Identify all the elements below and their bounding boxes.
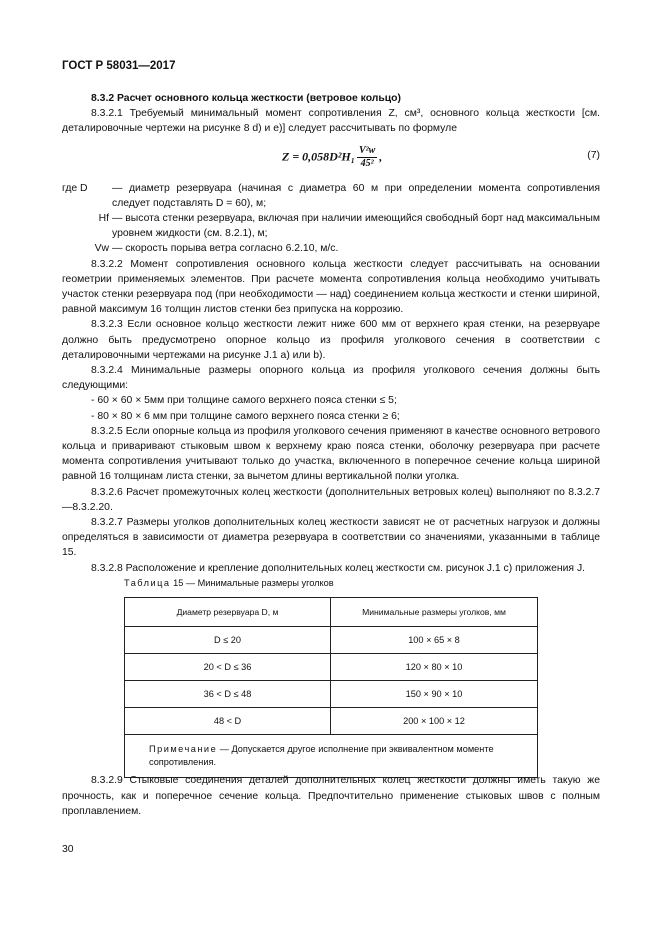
table-note-label: Примечание [149,744,218,754]
closing-text [62,773,600,820]
angles-table [124,597,538,778]
table-caption [124,578,334,588]
paragraph-8-3-2-6: 8.3.2.6 Расчет промежуточных колец жесткости (дополнительных ветровых колец) выполняют по 8.3.2.7—8.3.2.20. [62,486,600,513]
formula [282,145,382,170]
formula-tail: , [379,148,383,163]
table-header-cell: Минимальные размеры уголков, мм [331,598,538,627]
table-row [125,708,538,735]
paragraph-8-3-2-9: 8.3.2.9 Стыковые соединения деталей дополнительных колец жесткости должны иметь такую же прочность, как и поперечное сечение кольца. Предпочтительно применение стыковых швов с полным проплавлением. [62,775,600,818]
equation-number: (7) [587,149,600,161]
formula-row [62,137,600,181]
formula-fraction [357,145,377,170]
list-item: - 80 × 80 × 6 мм при толщине самого верхнего пояса стенки ≥ 6; [91,410,400,422]
where-symbol: Vw [94,243,109,255]
table-header-cell: Диаметр резервуара D, м [125,598,331,627]
table-cell: D ≤ 20 [125,627,331,654]
table-cell: 150 × 90 × 10 [331,681,538,708]
where-definition: — скорость порыва ветра согласно 6.2.10, м/с. [112,243,339,255]
table-note-row [125,735,538,778]
document-header: ГОСТ Р 58031—2017 [62,60,176,72]
formula-numerator: V²w [358,144,376,156]
table-cell: 200 × 100 × 12 [331,708,538,735]
paragraph-8-3-2-2: 8.3.2.2 Момент сопротивления основного кольца жесткости следует рассчитывать на основании геометрии применяемых элементов. При расчете момента сопротивления кольца необходимо учитывать участок стенки резервуара под (при необходимости — над) соединением кольца жесткости и стенки шириной, равной максимум 16 толщин листов стенки без припуска на коррозию. [62,258,600,316]
where-definition: — высота стенки резервуара, включая при наличии имеющийся свободный борт над максимальным уровнем жидкости (см. 8.2.1), м; [112,213,600,240]
where-list [62,181,600,257]
table-note-text: — Допускается другое исполнение при эквивалентном моменте сопротивления. [149,744,494,767]
where-definition: — диаметр резервуара (начиная с диаметра 60 м при определении момента сопротивления следует подставлять D = 60), м; [112,182,600,209]
paragraph-8-3-2-1: 8.3.2.1 Требуемый минимальный момент сопротивления Z, см³, основного кольца жесткости [см. деталировочные чертежи на рисунке 8 d) и e)] следует рассчитывать по формуле [62,108,600,135]
table-caption-text: 15 — Минимальные размеры уголков [173,578,334,588]
table-cell: 20 < D ≤ 36 [125,654,331,681]
main-text [62,91,600,576]
table-row [125,627,538,654]
paragraph-8-3-2-4: 8.3.2.4 Минимальные размеры опорного кольца из профиля уголкового сечения должны быть следующими: [62,365,600,392]
formula-lhs: Z = 0,058D²H₁ [282,148,355,163]
where-item [62,181,600,211]
where-symbol: где D [62,182,88,194]
page-number: 30 [62,844,74,855]
table-caption-label: Таблица [124,578,171,588]
table-note [125,735,538,778]
list-item: - 60 × 60 × 5мм при толщине самого верхнего пояса стенки ≤ 5; [91,395,397,407]
section-title: 8.3.2 Расчет основного кольца жесткости (ветровое кольцо) [91,93,401,104]
paragraph-8-3-2-8: 8.3.2.8 Расположение и крепление дополнительных колец жесткости см. рисунок J.1 c) приложения J. [91,562,586,574]
paragraph-8-3-2-5: 8.3.2.5 Если опорные кольца из профиля уголкового сечения применяют в качестве основного ветрового кольца и приваривают стыковым швом к верхнему краю пояса стенки, оболочку резервуара при расчете момента сопротивления учитывают только до участка, включенного в поперечное сечение кольца шириной равной 16 толщинам листа стенки, за вычетом длины вертикальной полки уголка. [62,425,600,483]
paragraph-8-3-2-7: 8.3.2.7 Размеры уголков дополнительных колец жесткости зависят не от расчетных нагрузок и должны определяться в зависимости от диаметра резервуара в соответствии со значениями, указанными в таблице 15. [62,517,600,559]
where-item [62,211,600,241]
table-header-row [125,598,538,627]
table-cell: 120 × 80 × 10 [331,654,538,681]
table-cell: 48 < D [125,708,331,735]
table-row [125,654,538,681]
where-symbol: Hf [98,213,109,225]
paragraph-8-3-2-3: 8.3.2.3 Если основное кольцо жесткости лежит ниже 600 мм от верхнего края стенки, на резервуаре должно быть предусмотрено опорное кольцо из профиля уголкового сечения в соответствии с деталировочными чертежами на рисунке J.1 a) или b). [62,319,600,361]
table-cell: 36 < D ≤ 48 [125,681,331,708]
table-row [125,681,538,708]
table-cell: 100 × 65 × 8 [331,627,538,654]
where-item [62,241,600,256]
formula-denominator: 45² [360,157,374,169]
